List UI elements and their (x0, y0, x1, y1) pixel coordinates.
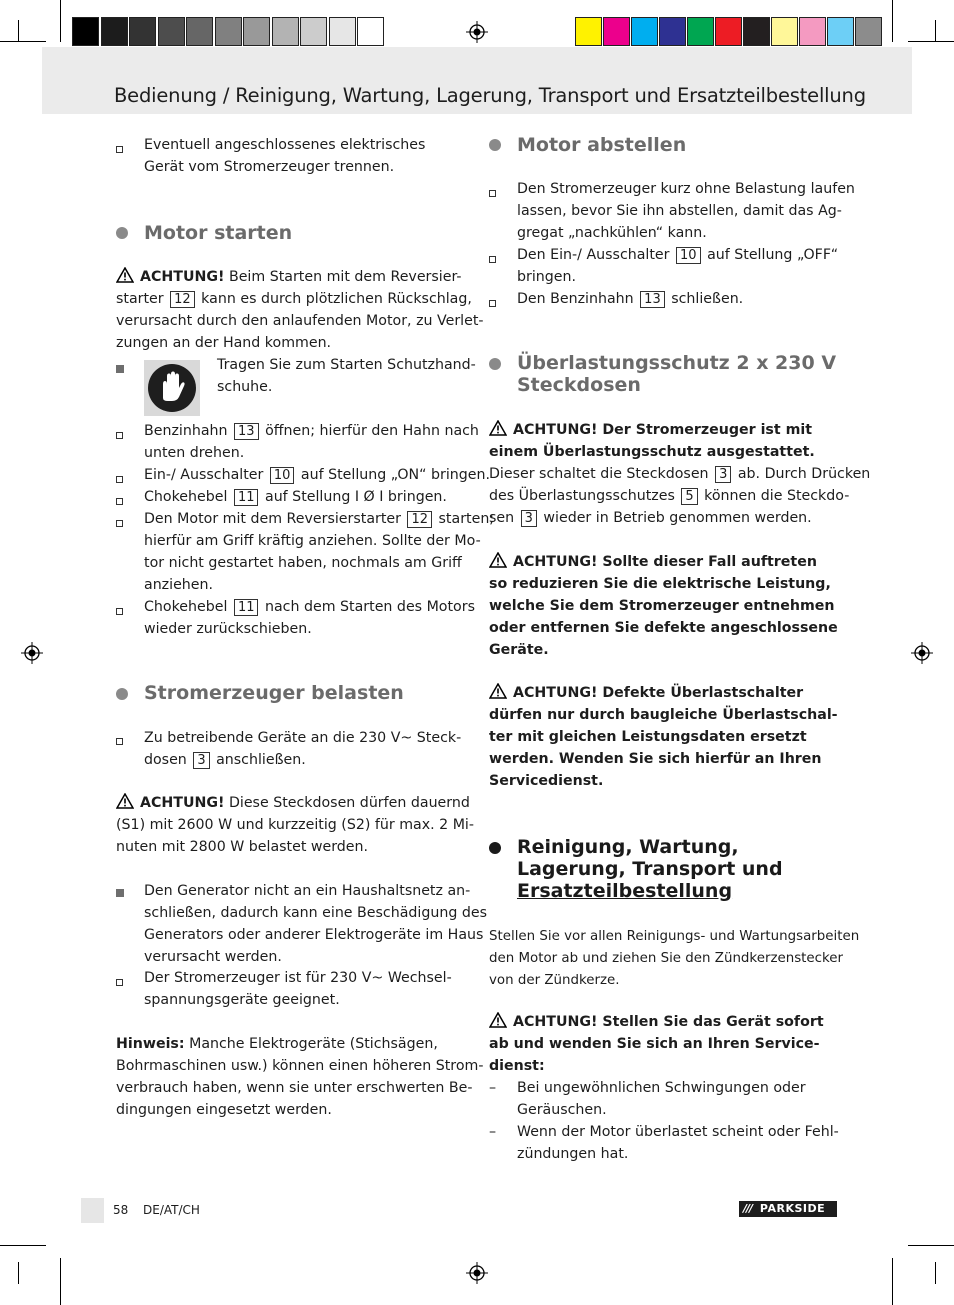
warning-paragraph: ACHTUNG! Der Stromerzeuger ist mit einem Überlastungsschutz ausgestattet. (489, 422, 815, 460)
warning-paragraph: ACHTUNG! Sollte dieser Fall auftreten so reduzieren Sie die elektrische Leistung, welche Sie dem Stromerzeuger entnehmen oder entfernen Sie defekte angeschlossene Geräte. (489, 554, 838, 658)
list-item: Zu betreibende Geräte an die 230 V~ Steck- dosen 3 anschließen. (144, 730, 462, 768)
list-item: Den Benzinhahn 13 schließen. (517, 291, 744, 307)
warning-icon (489, 552, 507, 568)
crop-mark (18, 1262, 19, 1284)
hint-paragraph: Hinweis: Manche Elektrogeräte (Stichsägen, Bohrmaschinen usw.) können einen höheren Strom- verbrauch haben, wenn sie unter erschwerten Be- dingungen eingesetzt werden. (116, 1036, 484, 1118)
checkbox-bullet (116, 608, 123, 615)
color-swatch (771, 17, 798, 46)
registration-mark-icon (466, 1262, 488, 1284)
color-swatch (243, 17, 270, 46)
color-swatch (129, 17, 156, 46)
color-swatch (715, 17, 742, 46)
list-item: Wenn der Motor überlastet scheint oder Fehl- zündungen hat. (517, 1124, 839, 1162)
parkside-logo: /// PARKSIDE (739, 1201, 837, 1217)
warning-icon (489, 1012, 507, 1028)
checkbox-bullet (489, 190, 496, 197)
warning-paragraph: ACHTUNG! Diese Steckdosen dürfen dauernd (S1) mit 2600 W und kurzzeitig (S2) für max. 2 Mi- nuten mit 2800 W belastet werden. (116, 795, 474, 855)
region-label: DE/AT/CH (143, 1203, 200, 1217)
part-number: 10 (676, 247, 701, 264)
part-number: 3 (193, 752, 209, 769)
list-item: Tragen Sie zum Starten Schutzhand- schuhe. (217, 357, 476, 395)
checkbox-bullet (489, 256, 496, 263)
checkbox-bullet (116, 146, 123, 153)
part-number: 5 (681, 488, 697, 505)
color-swatch (855, 17, 882, 46)
section-bullet (489, 842, 501, 854)
section-bullet (489, 358, 501, 370)
safety-gloves-icon (144, 360, 200, 416)
part-number: 12 (170, 291, 195, 308)
page-number: 58 (113, 1203, 129, 1217)
section-heading: Motor abstellen (517, 134, 687, 156)
warning-paragraph: ACHTUNG! Defekte Überlastschalter dürfen nur durch baugleiche Überlastschal- ter mit gleichen Leistungsdaten ersetzt werden. Wenden Sie sich hierfür an Ihren Servicedienst. (489, 685, 838, 789)
warning-icon (489, 420, 507, 436)
color-swatch (659, 17, 686, 46)
crop-mark (892, 1258, 893, 1305)
list-item: Der Stromerzeuger ist für 230 V~ Wechsel- spannungsgeräte geeignet. (144, 970, 452, 1008)
part-number: 11 (234, 599, 259, 616)
section-bullet (116, 688, 128, 700)
color-swatch (687, 17, 714, 46)
warning-paragraph: ACHTUNG! Stellen Sie das Gerät sofort ab und wenden Sie sich an Ihren Service- dienst: (489, 1014, 824, 1074)
checkbox-bullet (116, 432, 123, 439)
color-swatch (186, 17, 213, 46)
section-heading: Reinigung, Wartung, Lagerung, Transport und Ersatzteilbestellung (517, 836, 783, 902)
list-item: Benzinhahn 13 öffnen; hierfür den Hahn nach unten drehen. (144, 423, 479, 461)
color-swatch (743, 17, 770, 46)
color-swatch (799, 17, 826, 46)
filled-bullet (116, 889, 124, 897)
part-number: 13 (640, 291, 665, 308)
color-swatch (827, 17, 854, 46)
filled-bullet (116, 365, 124, 373)
warning-paragraph: ACHTUNG! Beim Starten mit dem Reversier- starter 12 kann es durch plötzlichen Rückschlag, verursacht durch den anlaufenden Motor, zu Verlet- zungen an der Hand kommen. (116, 269, 484, 351)
section-heading: Motor starten (144, 222, 293, 244)
list-item: Bei ungewöhnlichen Schwingungen oder Geräuschen. (517, 1080, 806, 1118)
checkbox-bullet (116, 738, 123, 745)
color-swatch (575, 17, 602, 46)
crop-mark (0, 1245, 46, 1246)
page-number-tab (81, 1198, 104, 1223)
part-number: 3 (521, 510, 537, 527)
checkbox-bullet (489, 300, 496, 307)
checkbox-bullet (116, 520, 123, 527)
list-item: Den Stromerzeuger kurz ohne Belastung laufen lassen, bevor Sie ihn abstellen, damit das Ag- gregat „nachkühlen“ kann. (517, 181, 855, 241)
crop-mark (60, 1258, 61, 1305)
warning-icon (116, 793, 134, 809)
part-number: 3 (715, 466, 731, 483)
crop-mark (892, 0, 893, 42)
checkbox-bullet (116, 498, 123, 505)
list-item: Den Generator nicht an ein Haushaltsnetz an- schließen, dadurch kann eine Beschädigung des Generators oder anderer Elektrogeräte im Haus verursacht werden. (144, 883, 487, 965)
color-swatch (603, 17, 630, 46)
dash-bullet: – (489, 1124, 497, 1140)
warning-icon (116, 267, 134, 283)
list-item: Ein-/ Ausschalter 10 auf Stellung „ON“ bringen. (144, 467, 491, 483)
color-swatch (329, 17, 356, 46)
list-item: Chokehebel 11 auf Stellung I Ø I bringen. (144, 489, 447, 505)
registration-mark-icon (21, 642, 43, 664)
list-item: Chokehebel 11 nach dem Starten des Motors wieder zurückschieben. (144, 599, 475, 637)
part-number: 10 (270, 467, 295, 484)
color-swatch (357, 17, 384, 46)
section-heading: Überlastungsschutz 2 x 230 V Steckdosen (517, 352, 837, 396)
color-swatch (101, 17, 128, 46)
crop-mark (935, 20, 936, 41)
part-number: 13 (234, 423, 259, 440)
part-number: 11 (234, 489, 259, 506)
crop-mark (60, 0, 61, 42)
color-swatch (272, 17, 299, 46)
registration-mark-icon (466, 21, 488, 43)
checkbox-bullet (116, 979, 123, 986)
crop-mark (935, 1262, 936, 1284)
dash-bullet: – (489, 1080, 497, 1096)
crop-mark (0, 41, 46, 42)
registration-mark-icon (911, 642, 933, 664)
part-number: 12 (407, 511, 432, 528)
section-bullet (116, 227, 128, 239)
warning-icon (489, 683, 507, 699)
paragraph: Dieser schaltet die Steckdosen 3 ab. Durch Drücken des Überlastungsschutzes 5 können die Steckdo- sen 3 wieder in Betrieb genommen werden. (489, 466, 871, 526)
checkbox-bullet (116, 476, 123, 483)
color-swatch (158, 17, 185, 46)
section-heading: Stromerzeuger belasten (144, 682, 404, 704)
color-swatch (215, 17, 242, 46)
color-swatch (631, 17, 658, 46)
section-bullet (489, 139, 501, 151)
crop-mark (908, 1245, 954, 1246)
crop-mark (908, 41, 954, 42)
color-swatch (72, 17, 99, 46)
list-item: Eventuell angeschlossenes elektrisches Gerät vom Stromerzeuger trennen. (144, 137, 426, 175)
list-item: Den Ein-/ Ausschalter 10 auf Stellung „OFF“ bringen. (517, 247, 839, 285)
crop-mark (18, 20, 19, 41)
color-swatch (300, 17, 327, 46)
page-title: Bedienung / Reinigung, Wartung, Lagerung, Transport und Ersatzteilbestellung (114, 84, 866, 107)
paragraph: Stellen Sie vor allen Reinigungs- und Wartungsarbeiten den Motor ab und ziehen Sie den Zündkerzenstecker von der Zündkerze. (489, 929, 860, 988)
list-item: Den Motor mit dem Reversierstarter 12 starten; hierfür am Griff kräftig anziehen. Sollte der Mo- tor nicht gestartet haben, nochmals am Griff anziehen. (144, 511, 495, 593)
